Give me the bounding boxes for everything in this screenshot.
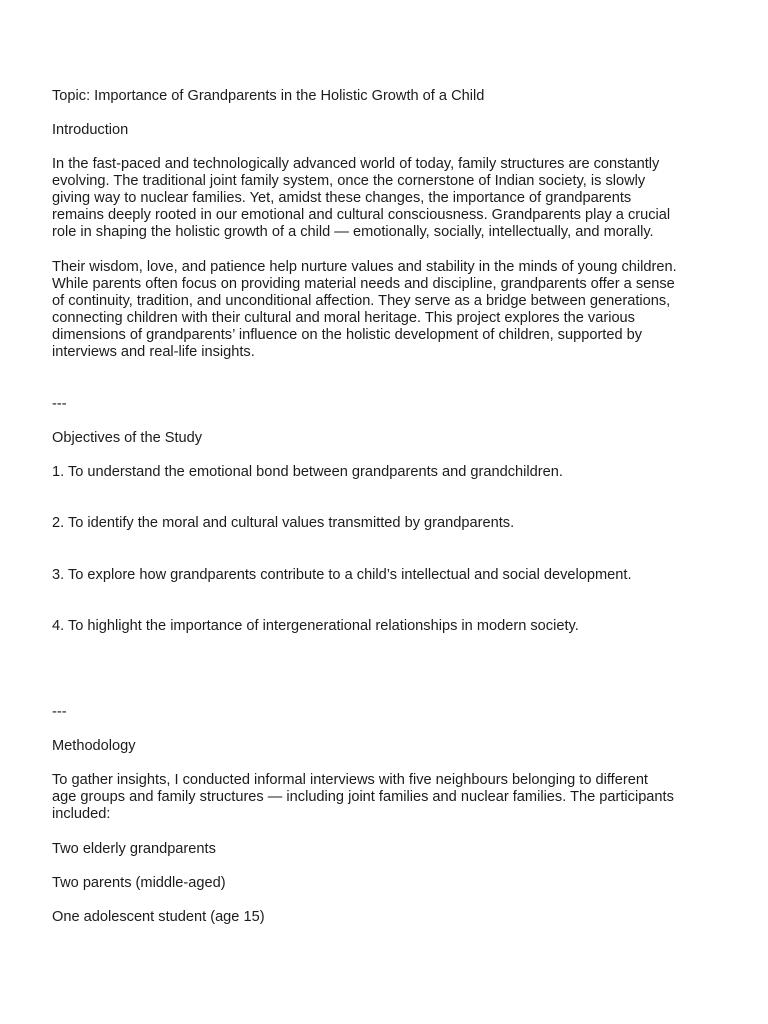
paragraph-line: connecting children with their cultural and moral heritage. This project explores the various (52, 310, 635, 326)
objective-item: 3. To explore how grandparents contribute to a child’s intellectual and social development. (52, 567, 632, 583)
paragraph-line: Their wisdom, love, and patience help nurture values and stability in the minds of young children. (52, 259, 677, 275)
introduction-heading: Introduction (52, 122, 129, 138)
participant-item: Two parents (middle-aged) (52, 875, 226, 891)
methodology-paragraph (52, 772, 720, 823)
paragraph-line: giving way to nuclear families. Yet, amidst these changes, the importance of grandparents (52, 190, 632, 206)
paragraph-line: To gather insights, I conducted informal interviews with five neighbours belonging to different (52, 772, 648, 788)
section-separator: --- (52, 396, 67, 412)
section-separator: --- (52, 704, 67, 720)
objective-item: 4. To highlight the importance of intergenerational relationships in modern society. (52, 618, 579, 634)
paragraph-line: remains deeply rooted in our emotional and cultural consciousness. Grandparents play a crucial (52, 207, 671, 223)
participant-item: Two elderly grandparents (52, 841, 216, 857)
paragraph-line: dimensions of grandparents’ influence on the holistic development of children, supported by (52, 327, 643, 343)
paragraph-line: included: (52, 806, 111, 822)
paragraph-line: interviews and real-life insights. (52, 344, 255, 360)
paragraph-line: In the fast-paced and technologically advanced world of today, family structures are constantly (52, 156, 660, 172)
intro-paragraph-1 (52, 156, 720, 241)
topic-title: Topic: Importance of Grandparents in the Holistic Growth of a Child (52, 88, 485, 104)
paragraph-line: role in shaping the holistic growth of a child — emotionally, socially, intellectually, and morally. (52, 224, 654, 240)
participant-item: One adolescent student (age 15) (52, 909, 265, 925)
objective-item: 2. To identify the moral and cultural values transmitted by grandparents. (52, 515, 515, 531)
objective-item: 1. To understand the emotional bond between grandparents and grandchildren. (52, 464, 563, 480)
methodology-heading: Methodology (52, 738, 136, 754)
paragraph-line: While parents often focus on providing material needs and discipline, grandparents offer a sense (52, 276, 675, 292)
paragraph-line: evolving. The traditional joint family system, once the cornerstone of Indian society, is slowly (52, 173, 646, 189)
objectives-heading: Objectives of the Study (52, 430, 203, 446)
paragraph-line: of continuity, tradition, and unconditional affection. They serve as a bridge between generations, (52, 293, 671, 309)
paragraph-line: age groups and family structures — including joint families and nuclear families. The participants (52, 789, 674, 805)
intro-paragraph-2 (52, 259, 720, 361)
